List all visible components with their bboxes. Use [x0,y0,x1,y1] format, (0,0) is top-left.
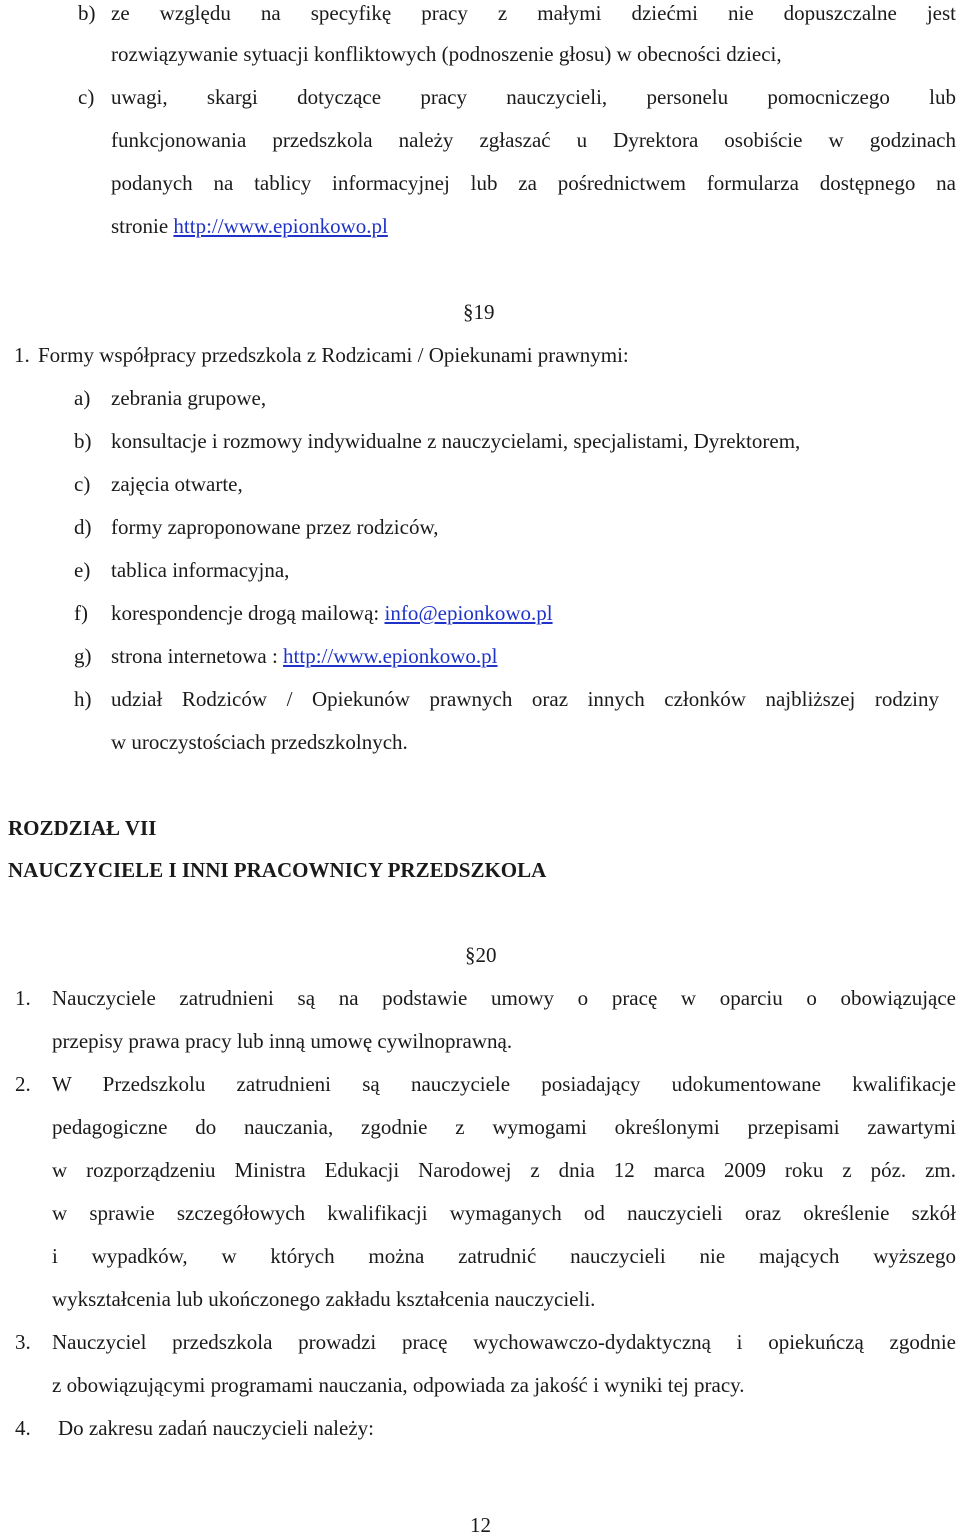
para-2-line-5: i wypadków, w których można zatrudnić nauczycieli nie mających wyższego [52,1244,956,1268]
item-1-text: Formy współpracy przedszkola z Rodzicami / Opiekunami prawnymi: [38,343,629,367]
list-item-c-line-3: podanych na tablicy informacyjnej lub za pośrednictwem formularza dostępnego na [111,171,956,195]
email-link[interactable]: info@epionkowo.pl [384,601,553,625]
para-2-line-3: w rozporządzeniu Ministra Edukacji Narodowej z dnia 12 marca 2009 roku z póz. zm. [52,1158,956,1182]
list-item-c-line-4-prefix: stronie [111,214,174,238]
sub-item-g [111,643,498,669]
para-number-1: 1. [15,986,31,1010]
list-item-b-line-1: ze względu na specyfikę pracy z małymi dziećmi nie dopuszczalne jest [111,1,956,25]
para-4-text: Do zakresu zadań nauczycieli należy: [58,1416,374,1440]
sub-label-f: f) [74,601,88,625]
sub-item-h-line-1: udział Rodziców / Opiekunów prawnych oraz innych członków najbliższej rodziny [111,687,939,711]
list-item-c-line-2: funkcjonowania przedszkola należy zgłaszać u Dyrektora osobiście w godzinach [111,128,956,152]
sub-item-f [111,600,553,626]
sub-item-c: zajęcia otwarte, [111,472,243,496]
para-2-line-4: w sprawie szczegółowych kwalifikacji wymaganych od nauczycieli oraz określenie szkół [52,1201,956,1225]
para-3-line-2: z obowiązującymi programami nauczania, odpowiada za jakość i wyniki tej pracy. [52,1373,745,1397]
list-label-b: b) [78,1,96,25]
para-number-3: 3. [15,1330,31,1354]
sub-label-c: c) [74,472,91,496]
para-2-line-1: W Przedszkolu zatrudnieni są nauczyciele posiadający udokumentowane kwalifikacje [52,1072,956,1096]
chapter-subtitle: NAUCZYCIELE I INNI PRACOWNICY PRZEDSZKOLA [8,858,547,882]
sub-label-b: b) [74,429,92,453]
para-1-line-2: przepisy prawa pracy lub inną umowę cywilnoprawną. [52,1029,513,1053]
chapter-title: ROZDZIAŁ VII [8,816,157,840]
website-link-2[interactable]: http://www.epionkowo.pl [283,644,498,668]
sub-item-e: tablica informacyjna, [111,558,290,582]
list-item-c-line-4 [111,213,388,239]
sub-label-h: h) [74,687,92,711]
sub-label-d: d) [74,515,92,539]
list-item-c-line-1: uwagi, skargi dotyczące pracy nauczycieli, personelu pomocniczego lub [111,85,956,109]
list-item-b-line-2: rozwiązywanie sytuacji konfliktowych (podnoszenie głosu) w obecności dzieci, [111,42,782,66]
item-number-1: 1. [14,343,30,367]
para-2-line-6: wykształcenia lub ukończonego zakładu kształcenia nauczycieli. [52,1287,596,1311]
section-heading-19: §19 [463,300,495,324]
sub-item-a: zebrania grupowe, [111,386,267,410]
sub-item-h-line-2: w uroczystościach przedszkolnych. [111,730,408,754]
sub-label-e: e) [74,558,91,582]
para-number-2: 2. [15,1072,31,1096]
sub-item-d: formy zaproponowane przez rodziców, [111,515,439,539]
website-link[interactable]: http://www.epionkowo.pl [173,214,388,238]
list-label-c: c) [78,85,95,109]
sub-item-g-prefix: strona internetowa : [111,644,284,668]
page-number: 12 [470,1513,491,1537]
para-3-line-1: Nauczyciel przedszkola prowadzi pracę wychowawczo-dydaktyczną i opiekuńczą zgodnie [52,1330,956,1354]
para-1-line-1: Nauczyciele zatrudnieni są na podstawie umowy o pracę w oparciu o obowiązujące [52,986,956,1010]
para-2-line-2: pedagogiczne do nauczania, zgodnie z wymogami określonymi przepisami zawartymi [52,1115,956,1139]
sub-item-b: konsultacje i rozmowy indywidualne z nauczycielami, specjalistami, Dyrektorem, [111,429,801,453]
sub-label-a: a) [74,386,91,410]
section-heading-20: §20 [465,943,497,967]
sub-label-g: g) [74,644,92,668]
para-number-4: 4. [15,1416,31,1440]
sub-item-f-prefix: korespondencje drogą mailową: [111,601,385,625]
